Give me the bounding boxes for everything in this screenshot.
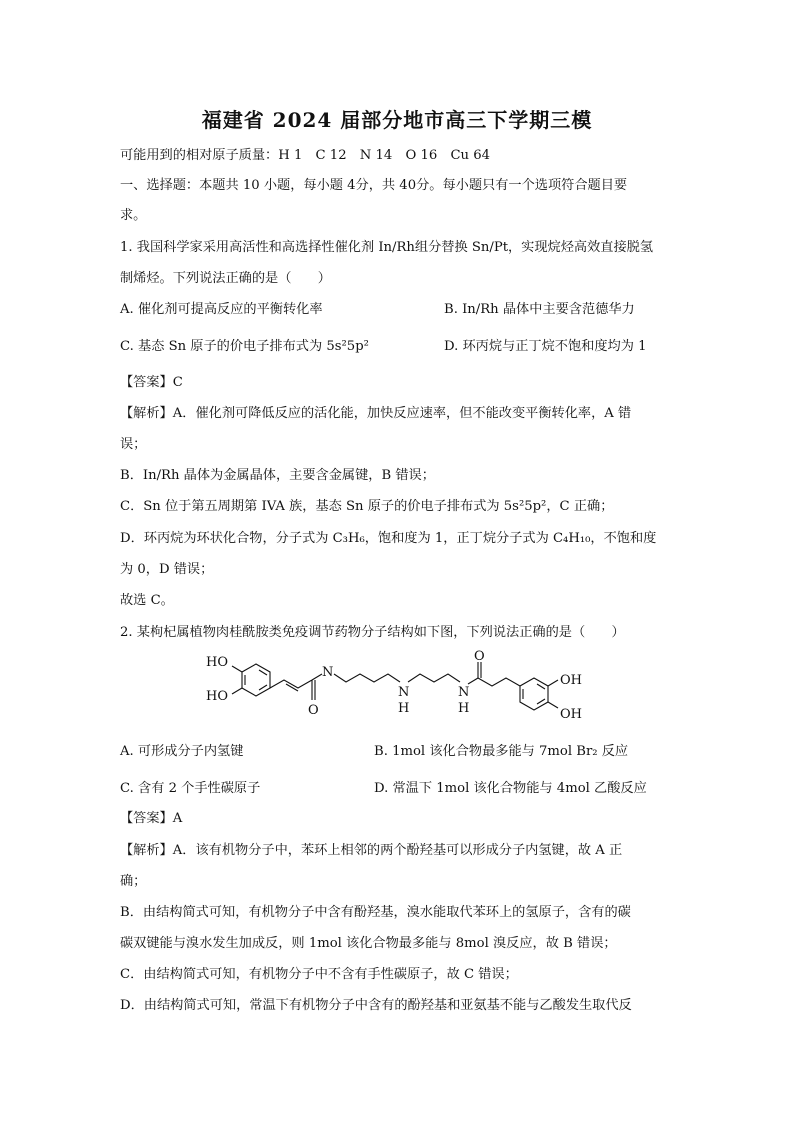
alkyl-chain-2 [408, 674, 460, 682]
q2-answer: 【答案】A [120, 811, 183, 826]
mol-label-o-2: O [474, 649, 485, 664]
mol-label-n-3: N [458, 685, 470, 700]
section-heading-cont: 求。 [120, 208, 147, 223]
q2-explanation-b: B．由结构简式可知，有机物分子中含有酚羟基，溴水能取代苯环上的氢原子，含有的碳 [120, 905, 631, 920]
section-heading: 一、选择题：本题共 10 小题，每小题 4分，共 40分。每小题只有一个选项符合题目要 [120, 178, 628, 193]
q1-option-d: D. 环丙烷与正丁烷不饱和度均为 1 [444, 339, 647, 354]
q1-explanation-d: D．环丙烷为环状化合物，分子式为 C₃H₆，饱和度为 1，正丁烷分子式为 C₄H₁₀，不饱和度 [120, 531, 657, 546]
q1-answer: 【答案】C [120, 375, 183, 390]
mol-label-oh-2: OH [560, 707, 582, 722]
q2-explanation-b-cont: 碳双键能与溴水发生加成反，则 1mol 该化合物最多能与 8mol 溴反应，故 B 错误； [120, 936, 617, 951]
q1-explanation-a-cont: 误； [120, 437, 147, 452]
q2-option-c: C. 含有 2 个手性碳原子 [120, 781, 261, 796]
q1-stem-cont: 制烯烃。下列说法正确的是（ ） [120, 271, 331, 286]
q2-explanation-d: D．由结构简式可知，常温下有机物分子中含有的酚羟基和亚氨基不能与乙酸发生取代反 [120, 998, 632, 1013]
mol-label-ho-1: HO [206, 655, 228, 670]
mol-label-n-1: N [322, 665, 334, 680]
q1-option-a: A. 催化剂可提高反应的平衡转化率 [120, 302, 323, 317]
q2-explanation-a: 【解析】A．该有机物分子中，苯环上相邻的两个酚羟基可以形成分子内氢键，故 A 正 [120, 843, 623, 858]
mol-label-ho-2: HO [206, 689, 228, 704]
mol-label-oh-1: OH [560, 673, 582, 688]
page-title: 福建省 2024 届部分地市高三下学期三模 [201, 108, 593, 132]
left-benzene-ring [242, 664, 270, 696]
mol-label-n-2: N [398, 685, 410, 700]
atomic-masses: 可能用到的相对原子质量：H 1 C 12 N 14 O 16 Cu 64 [120, 148, 490, 163]
q1-explanation-a: 【解析】A．催化剂可降低反应的活化能，加快反应速率，但不能改变平衡转化率，A 错 [120, 406, 632, 421]
q1-explanation-c: C．Sn 位于第五周期第 IVA 族，基态 Sn 原子的价电子排布式为 5s²5p²，C 正确； [120, 499, 614, 514]
mol-label-h-3: H [458, 701, 470, 716]
mol-label-h-2: H [398, 701, 410, 716]
q2-option-b: B. 1mol 该化合物最多能与 7mol Br₂ 反应 [374, 744, 629, 759]
q2-option-a: A. 可形成分子内氢键 [120, 744, 244, 759]
q1-option-c: C. 基态 Sn 原子的价电子排布式为 5s²5p² [120, 339, 369, 354]
q2-stem: 2. 某枸杞属植物肉桂酰胺类免疫调节药物分子结构如下图，下列说法正确的是（ ） [120, 625, 625, 640]
q2-option-d: D. 常温下 1mol 该化合物能与 4mol 乙酸反应 [374, 781, 647, 796]
mol-label-o-1: O [308, 703, 319, 718]
propanoyl-chain [478, 678, 520, 686]
alkyl-chain-1 [334, 674, 400, 682]
q1-conclusion: 故选 C。 [120, 593, 174, 608]
q2-explanation-a-cont: 确； [120, 874, 147, 889]
molecule-structure [204, 648, 590, 724]
q1-explanation-d-cont: 为 0，D 错误； [120, 562, 214, 577]
q2-explanation-c: C．由结构简式可知，有机物分子中不含有手性碳原子，故 C 错误； [120, 967, 518, 982]
q1-stem: 1. 我国科学家采用高活性和高选择性催化剂 In/Rh组分替换 Sn/Pt，实现烷烃高效直接脱氢 [120, 240, 654, 255]
q1-option-b: B. In/Rh 晶体中主要含范德华力 [444, 302, 635, 317]
right-benzene-ring [520, 678, 548, 710]
q1-explanation-b: B．In/Rh 晶体为金属晶体，主要含金属键，B 错误； [120, 468, 435, 483]
